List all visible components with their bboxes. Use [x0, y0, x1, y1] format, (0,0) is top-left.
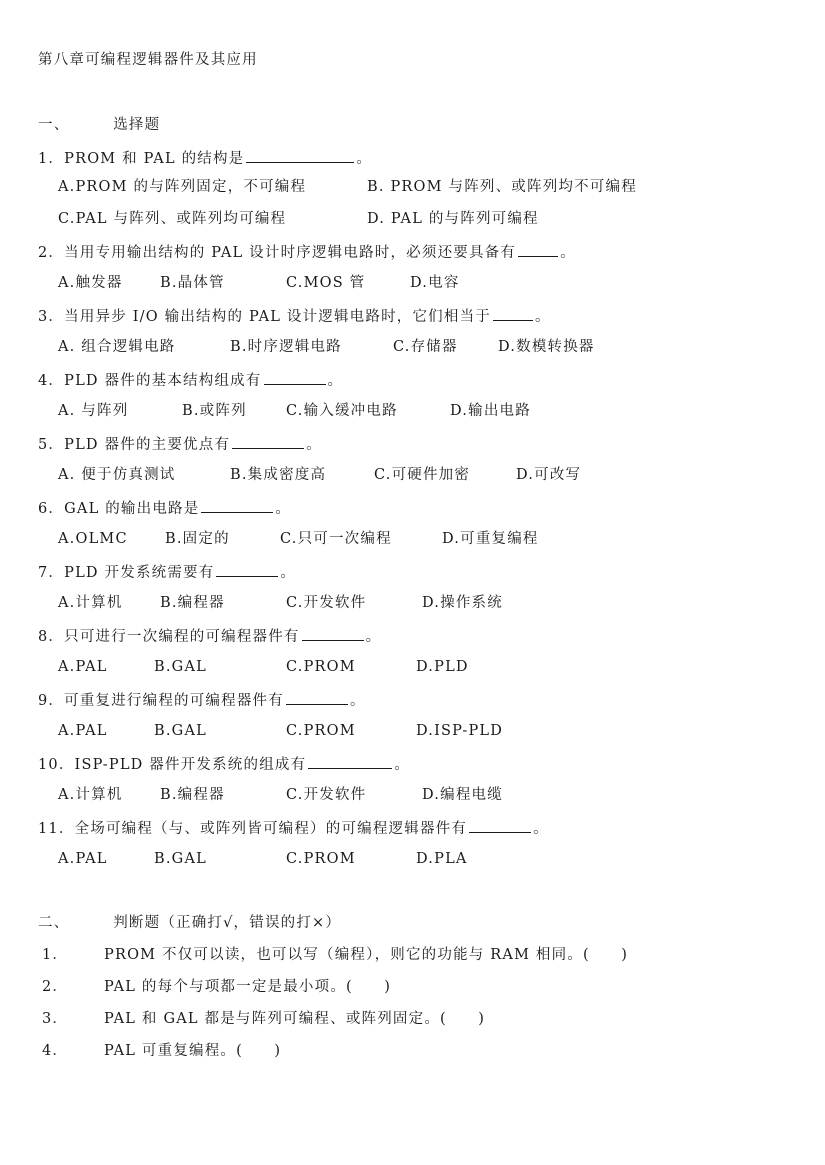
option: A. 与阵列	[58, 403, 129, 419]
option: D.可重复编程	[442, 531, 539, 547]
judgment-number: 2．	[42, 979, 69, 995]
option: C.可硬件加密	[374, 467, 471, 483]
judgment-item	[42, 1009, 485, 1029]
question-stem: 1．PROM 和 PAL 的结构是 。	[38, 147, 372, 169]
option: C.PROM	[286, 723, 356, 739]
option: D. PAL 的与阵列可编程	[367, 211, 539, 227]
question-stem: 10．ISP-PLD 器件开发系统的组成有 。	[38, 753, 410, 775]
option: B.GAL	[154, 659, 207, 675]
answer-blank[interactable]	[232, 433, 304, 449]
judgment-text: PAL 的每个与项都一定是最小项。( )	[104, 979, 392, 995]
option: D.ISP-PLD	[416, 723, 504, 739]
section-number: 二、	[38, 915, 70, 931]
option: D.输出电路	[450, 403, 531, 419]
answer-blank[interactable]	[286, 689, 348, 705]
option: D.编程电缆	[422, 787, 503, 803]
judgment-number: 3．	[42, 1011, 69, 1027]
option: A. 组合逻辑电路	[58, 339, 176, 355]
answer-blank[interactable]	[246, 147, 354, 163]
option: A.PAL	[58, 851, 108, 867]
question-stem: 8．只可进行一次编程的可编程器件有 。	[38, 625, 381, 647]
option: A.OLMC	[58, 531, 128, 547]
option: A. 便于仿真测试	[58, 467, 176, 483]
option: B.固定的	[165, 531, 230, 547]
option: B.时序逻辑电路	[230, 339, 342, 355]
option: D.可改写	[516, 467, 582, 483]
question-stem: 4．PLD 器件的基本结构组成有 。	[38, 369, 343, 391]
answer-blank[interactable]	[469, 817, 531, 833]
option: C.输入缓冲电路	[286, 403, 398, 419]
option: C.只可一次编程	[280, 531, 392, 547]
section-number: 一、	[38, 117, 70, 133]
option: A.触发器	[58, 275, 123, 291]
option: B.集成密度高	[230, 467, 327, 483]
option: D.操作系统	[422, 595, 503, 611]
option: A.计算机	[58, 595, 123, 611]
chapter-title: 第八章可编程逻辑器件及其应用	[38, 52, 258, 68]
judgment-number: 4．	[42, 1043, 69, 1059]
section-title: 判断题（正确打√，错误的打×）	[113, 915, 342, 931]
option: C.PROM	[286, 659, 356, 675]
option: B.晶体管	[160, 275, 225, 291]
answer-blank[interactable]	[308, 753, 392, 769]
answer-blank[interactable]	[302, 625, 364, 641]
answer-blank[interactable]	[216, 561, 278, 577]
option: B.编程器	[160, 787, 225, 803]
option: B.GAL	[154, 851, 207, 867]
option: B.编程器	[160, 595, 225, 611]
answer-blank[interactable]	[201, 497, 273, 513]
answer-blank[interactable]	[493, 305, 533, 321]
question-stem: 6．GAL 的输出电路是 。	[38, 497, 291, 519]
question-stem: 3．当用异步 I/O 输出结构的 PAL 设计逻辑电路时，它们相当于 。	[38, 305, 551, 327]
option: C.MOS 管	[286, 275, 366, 291]
question-stem: 11．全场可编程（与、或阵列皆可编程）的可编程逻辑器件有 。	[38, 817, 549, 839]
option: C.PROM	[286, 851, 356, 867]
judgment-text: PAL 和 GAL 都是与阵列可编程、或阵列固定。( )	[104, 1011, 486, 1027]
option: C.PAL 与阵列、或阵列均可编程	[58, 211, 287, 227]
question-stem: 2．当用专用输出结构的 PAL 设计时序逻辑电路时，必须还要具备有 。	[38, 241, 576, 263]
judgment-text: PROM 不仅可以读，也可以写（编程），则它的功能与 RAM 相同。( )	[104, 947, 629, 963]
judgment-number: 1．	[42, 947, 69, 963]
option: C.开发软件	[286, 595, 367, 611]
option: B. PROM 与阵列、或阵列均不可编程	[367, 179, 637, 195]
option: D.数模转换器	[498, 339, 595, 355]
option: D.PLA	[416, 851, 468, 867]
option: A.PROM 的与阵列固定，不可编程	[58, 179, 307, 195]
section-heading-choice	[38, 115, 160, 135]
option: A.PAL	[58, 659, 108, 675]
question-stem: 9．可重复进行编程的可编程器件有 。	[38, 689, 366, 711]
judgment-text: PAL 可重复编程。( )	[104, 1043, 282, 1059]
judgment-item	[42, 1041, 281, 1061]
question-stem: 5．PLD 器件的主要优点有 。	[38, 433, 322, 455]
option: A.计算机	[58, 787, 123, 803]
option: D.PLD	[416, 659, 469, 675]
answer-blank[interactable]	[518, 241, 558, 257]
option: A.PAL	[58, 723, 108, 739]
option: D.电容	[410, 275, 460, 291]
judgment-item	[42, 945, 628, 965]
option: B.或阵列	[182, 403, 247, 419]
section-heading-judgment	[38, 913, 341, 933]
question-stem: 7．PLD 开发系统需要有 。	[38, 561, 296, 583]
option: B.GAL	[154, 723, 207, 739]
section-title: 选择题	[113, 117, 161, 133]
option: C.开发软件	[286, 787, 367, 803]
option: C.存储器	[393, 339, 458, 355]
answer-blank[interactable]	[264, 369, 326, 385]
judgment-item	[42, 977, 391, 997]
